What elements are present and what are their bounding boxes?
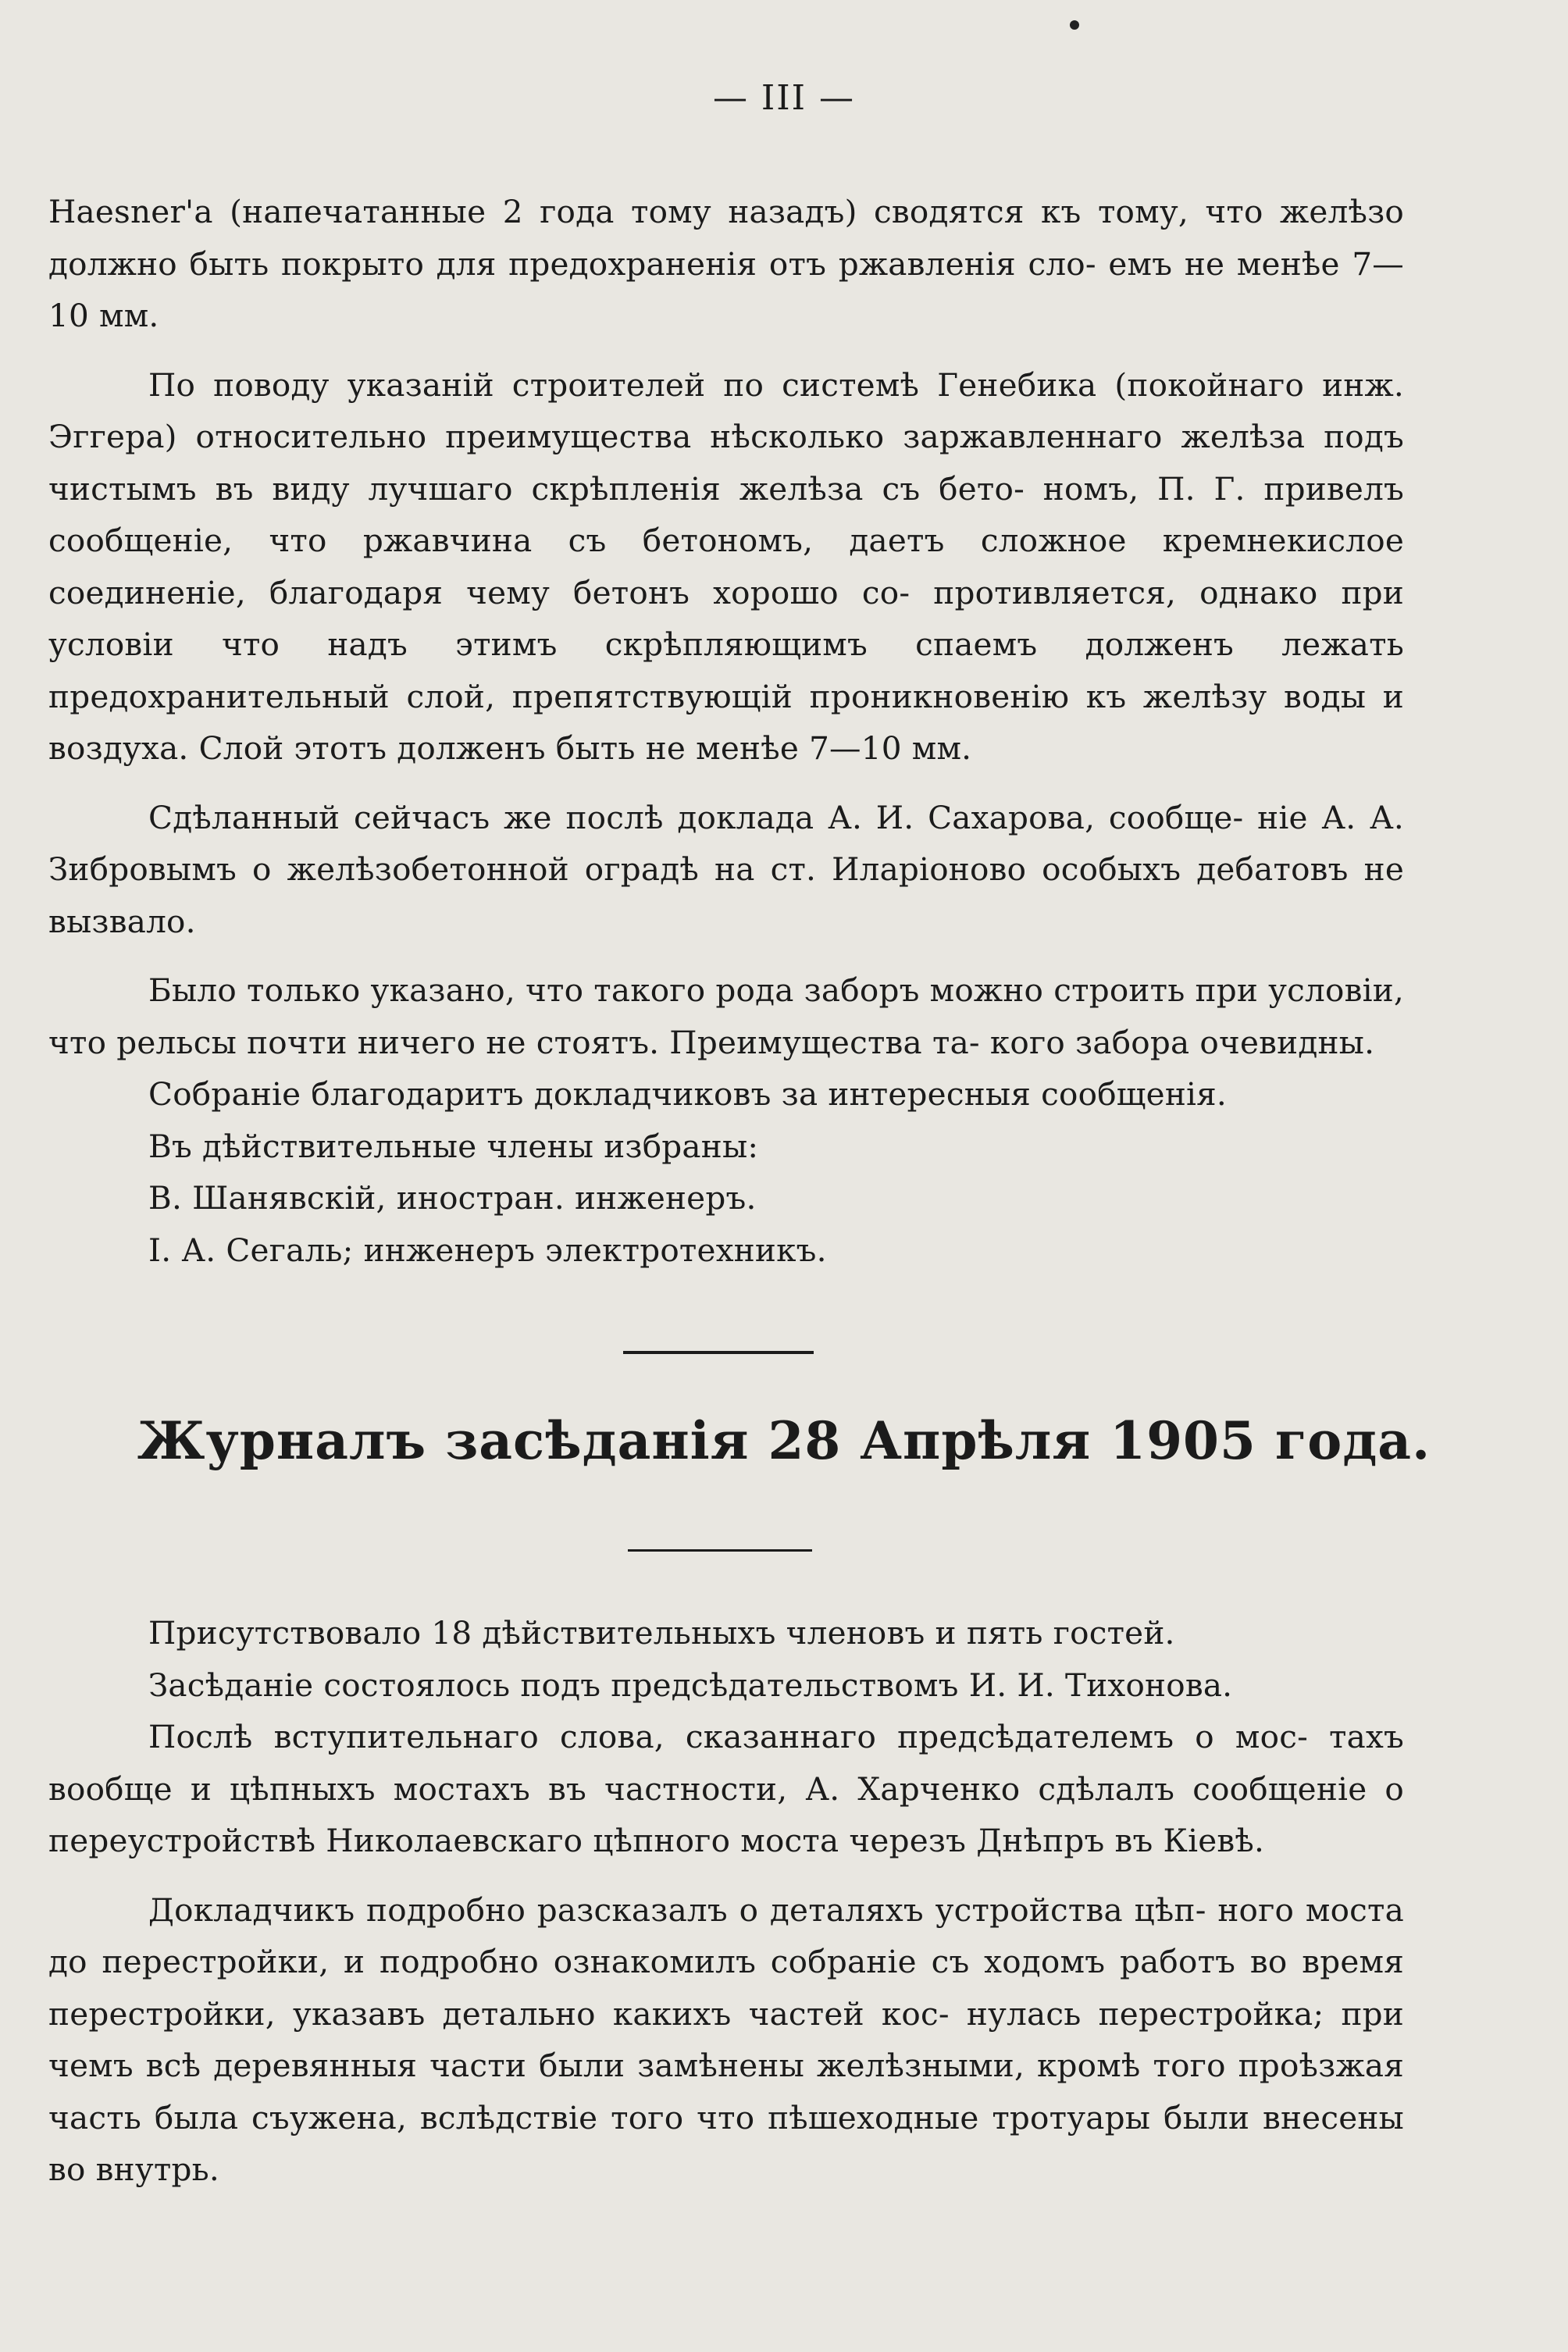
paragraph-chair: Засѣданіе состоялось подъ предсѣдательствомъ И. И. Тихонова.: [148, 1666, 1233, 1704]
paragraph-elected: Въ дѣйствительные члены избраны:: [148, 1127, 759, 1165]
paragraph-fence: Было только указано, что такого рода заборъ можно строить при условіи, что рельсы почти ничего не стоятъ. Преимущества та- кого забора очевидны.: [48, 971, 1404, 1061]
paragraph-zibrov: Сдѣланный сейчасъ же послѣ доклада А. И. Сахарова, сообще- ніе А. А. Зибровымъ о желѣзобетонной оградѣ на ст. Иларіоново особыхъ дебатовъ не вызвало.: [48, 798, 1404, 940]
section-april-meeting: [48, 1607, 1404, 2196]
ink-speck: [1070, 20, 1079, 30]
paragraph-attendance: Присутствовало 18 дѣйствительныхъ членовъ и пять гостей.: [148, 1614, 1175, 1652]
paragraph-genebik: По поводу указаній строителей по системѣ Генебика (покойнаго инж. Эггера) относительно преимущества нѣсколько заржавленнаго желѣза подъ чистымъ въ виду лучшаго скрѣпленія желѣза съ бето- номъ, П. Г. привелъ сообщеніе, что ржавчина съ бетономъ, даетъ сложное кремнекислое соединеніе, благодаря чему бетонъ хорошо со- противляется, однако при условіи что надъ этимъ скрѣпляющимъ спаемъ долженъ лежать предохранительный слой, препятствующій проникновенію къ желѣзу воды и воздуха. Слой этотъ долженъ быть не менѣе 7—10 мм.: [48, 365, 1404, 767]
paragraph-haesner: Haesner'а (напечатанные 2 года тому назадъ) сводятся къ тому, что желѣзо должно быть покрыто для предохраненія отъ ржавленія сло- емъ не менѣе 7—10 мм.: [48, 193, 1404, 334]
section-previous-meeting: [48, 186, 1404, 1276]
member-shanyavsky: В. Шанявскій, иностран. инженеръ.: [148, 1179, 757, 1217]
section-heading: Журналъ засѣданія 28 Апрѣля 1905 года.: [137, 1410, 1431, 1471]
page-number: — III —: [712, 78, 856, 118]
member-segal: І. А. Сегаль; инженеръ электротехникъ.: [148, 1231, 827, 1269]
divider-bottom: [628, 1549, 812, 1552]
paragraph-kharchenko: Послѣ вступительнаго слова, сказаннаго предсѣдателемъ о мос- тахъ вообще и цѣпныхъ мостахъ въ частности, А. Харченко сдѣлалъ сообщеніе о переустройствѣ Николаевскаго цѣпного моста черезъ Днѣпръ въ Кіевѣ.: [48, 1718, 1404, 1859]
paragraph-details: Докладчикъ подробно разсказалъ о деталяхъ устройства цѣп- ного моста до перестройки, и подробно ознакомилъ собраніе съ ходомъ работъ во время перестройки, указавъ детально какихъ частей кос- нулась перестройка; при чемъ всѣ деревянныя части были замѣнены желѣзными, кромѣ того проѣзжая часть была съужена, вслѣдствіе того что пѣшеходные тротуары были внесены во внутрь.: [48, 1891, 1404, 2188]
paragraph-thanks: Собраніе благодаритъ докладчиковъ за интересныя сообщенія.: [148, 1075, 1227, 1113]
divider-top: [623, 1351, 814, 1354]
